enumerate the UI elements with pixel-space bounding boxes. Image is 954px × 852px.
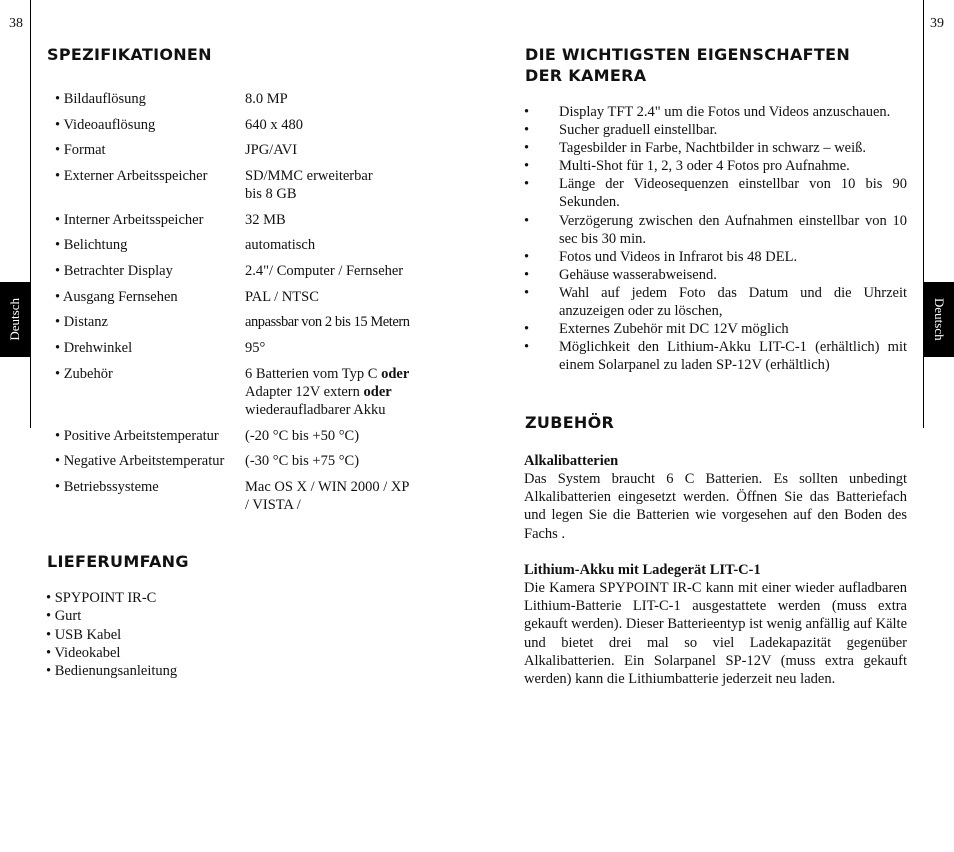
spec-label: • Negative Arbeitstemperatur	[55, 453, 225, 469]
spec-value: PAL / NTSC	[245, 289, 319, 305]
list-item	[524, 284, 907, 320]
spec-value-text: wiederaufladbarer Akku	[245, 402, 386, 418]
bullet-icon: •	[524, 176, 530, 193]
spec-value-line: bis 8 GB	[245, 186, 297, 202]
bullet-icon: •	[524, 104, 530, 120]
spec-value-emphasis: oder	[381, 366, 410, 382]
spec-label: • Drehwinkel	[55, 340, 133, 356]
left-page-number: 38	[9, 16, 23, 31]
delivery-heading: LIEFERUMFANG	[47, 552, 189, 571]
spec-value	[245, 365, 435, 419]
right-language-tab-label: Deutsch	[932, 298, 947, 341]
spec-heading: SPEZIFIKATIONEN	[47, 45, 212, 64]
spec-value: (-20 °C bis +50 °C)	[245, 428, 360, 444]
list-item-text: Möglichkeit den Lithium-Akku LIT-C-1 (erhältlich) mit einem Solarpanel zu laden SP-12V (erhältlich)	[559, 339, 907, 374]
list-item: • USB Kabel	[46, 626, 122, 643]
spec-label: • Interner Arbeitsspeicher	[55, 212, 204, 228]
list-item	[524, 157, 907, 175]
list-item-text: Multi-Shot für 1, 2, 3 oder 4 Fotos pro Aufnahme.	[559, 158, 850, 175]
spec-value: 32 MB	[245, 212, 286, 228]
accessories-heading: ZUBEHÖR	[525, 413, 615, 432]
spec-value	[245, 167, 435, 203]
right-language-tab	[924, 282, 954, 357]
bullet-icon: •	[524, 339, 530, 356]
bullet-icon: •	[524, 212, 530, 229]
spec-value: JPG/AVI	[245, 142, 298, 158]
spec-label: • Betrachter Display	[55, 263, 173, 279]
bullet-icon: •	[524, 122, 530, 139]
spec-value-emphasis: oder	[363, 384, 392, 400]
lithium-subheading: Lithium-Akku mit Ladegerät LIT-C-1	[524, 562, 761, 578]
spec-value: automatisch	[245, 237, 316, 253]
spec-value: 8.0 MP	[245, 91, 288, 107]
spec-value-line: SD/MMC erweiterbar	[245, 168, 373, 184]
features-heading-line: DER KAMERA	[525, 66, 647, 85]
list-item	[524, 175, 907, 211]
spec-label: • Externer Arbeitsspeicher	[55, 168, 208, 184]
spec-value-line: Mac OS X / WIN 2000 / XP	[245, 479, 410, 495]
spec-value: 640 x 480	[245, 117, 303, 133]
list-item	[524, 121, 907, 139]
spec-value: (-30 °C bis +75 °C)	[245, 453, 360, 469]
list-item	[524, 320, 907, 338]
delivery-list	[46, 589, 177, 680]
list-item	[524, 248, 907, 266]
spec-label: • Betriebssysteme	[55, 479, 159, 495]
bullet-icon: •	[524, 284, 530, 301]
list-item-text: Gehäuse wasserabweisend.	[559, 266, 717, 283]
spec-value: 2.4"/ Computer / Fernseher	[245, 263, 404, 279]
list-item: • Bedienungsanleitung	[46, 663, 178, 680]
features-heading	[525, 44, 850, 86]
spec-label: • Videoauflösung	[55, 117, 156, 133]
spec-label: • Zubehör	[55, 366, 113, 382]
alkaline-paragraph: Das System braucht 6 C Batterien. Es sollten unbedingt Alkalibatterien eingesetzt werden. Öffnen Sie das Batteriefach und legen Sie die Batterien wie vorgesehen auf den Boden des Fachs .	[524, 471, 907, 542]
list-item: • SPYPOINT IR-C	[46, 590, 157, 606]
list-item	[524, 103, 907, 121]
spec-value-line: / VISTA /	[245, 497, 301, 513]
features-list	[524, 103, 907, 374]
bullet-icon: •	[524, 140, 530, 157]
bullet-icon: •	[524, 266, 530, 283]
list-item-text: Sucher graduell einstellbar.	[559, 122, 718, 139]
list-item	[524, 212, 907, 248]
right-margin-rule	[923, 0, 924, 428]
bullet-icon: •	[524, 158, 530, 175]
right-page-number: 39	[930, 16, 944, 31]
list-item-text: Externes Zubehör mit DC 12V möglich	[559, 321, 789, 338]
list-item: • Gurt	[46, 608, 82, 625]
list-item-text: Länge der Videosequenzen einstellbar von 10 bis 90 Sekunden.	[559, 176, 907, 211]
left-language-tab	[0, 282, 30, 357]
spec-value: 95°	[245, 340, 266, 356]
features-heading-line: DIE WICHTIGSTEN EIGENSCHAFTEN	[525, 45, 851, 64]
bullet-icon: •	[524, 248, 530, 265]
spec-label: • Positive Arbeitstemperatur	[55, 428, 219, 444]
list-item	[524, 266, 907, 284]
spec-label: • Belichtung	[55, 237, 128, 253]
alkaline-subheading: Alkalibatterien	[524, 453, 619, 469]
spec-label: • Ausgang Fernsehen	[55, 289, 178, 305]
spec-value-text: Adapter 12V extern	[245, 384, 364, 400]
list-item-text: Display TFT 2.4" um die Fotos und Videos anzuschauen.	[559, 104, 891, 120]
spec-label: • Format	[55, 142, 106, 158]
spec-value-text: 6 Batterien vom Typ C	[245, 366, 382, 382]
list-item-text: Wahl auf jedem Foto das Datum und die Uhrzeit anzuzeigen oder zu löschen,	[559, 284, 907, 320]
spec-label: • Distanz	[55, 314, 108, 330]
spec-value: anpassbar von 2 bis 15 Metern	[245, 314, 410, 330]
left-margin-rule	[30, 0, 31, 428]
left-language-tab-label: Deutsch	[7, 298, 22, 341]
spec-value	[245, 478, 435, 514]
list-item	[524, 338, 907, 374]
list-item: • Videokabel	[46, 644, 121, 661]
list-item-text: Fotos und Videos in Infrarot bis 48 DEL.	[559, 248, 798, 265]
bullet-icon: •	[524, 321, 530, 338]
list-item	[524, 139, 907, 157]
lithium-paragraph: Die Kamera SPYPOINT IR-C kann mit einer wieder aufladbaren Lithium-Batterie LIT-C-1 ausgestattete werden (muss extra gekauft werden). Dieser Batterieentyp ist wenig anfällig auf Kälte und bietet drei mal so viel Ladekapazität gegenüber Alkalibatterien. Ein Solarpanel SP-12V (muss extra gekauft werden) kann die Lithiumbatterie jederzeit neu laden.	[524, 580, 907, 688]
list-item-text: Verzögerung zwischen den Aufnahmen einstellbar von 10 sec bis 30 min.	[559, 212, 907, 247]
list-item-text: Tagesbilder in Farbe, Nachtbilder in schwarz – weiß.	[559, 140, 867, 157]
spec-label: • Bildauflösung	[55, 91, 146, 107]
